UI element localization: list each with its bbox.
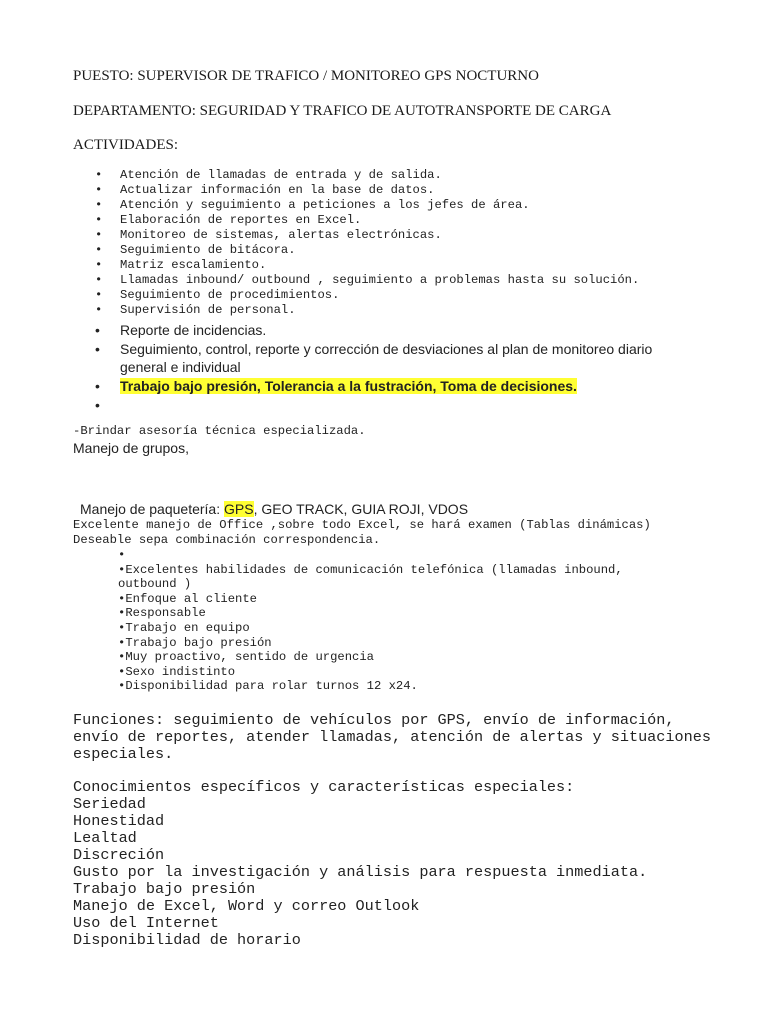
list-item: Honestidad	[73, 812, 165, 830]
list-item: •	[118, 548, 126, 562]
bullet-icon: •	[95, 288, 103, 302]
list-item: • Matriz escalamiento.	[95, 258, 267, 272]
list-item-highlighted	[95, 377, 695, 395]
list-item: •Excelentes habilidades de comunicación telefónica (llamadas inbound, outbound )	[118, 562, 623, 592]
list-item: • Llamadas inbound/ outbound , seguimiento a problemas hasta su solución.	[95, 273, 640, 287]
list-item: •Sexo indistinto	[118, 664, 236, 679]
list-item: • Seguimiento, control, reporte y corrección de desviaciones al plan de monitoreo diario general e individual	[95, 341, 653, 375]
list-item: • Reporte de incidencias.	[95, 322, 267, 338]
paqueteria-line: Manejo de paquetería: GPS, GEO TRACK, GUIA ROJI, VDOS	[80, 501, 469, 517]
list-item-empty	[95, 396, 695, 414]
list-item: •Muy proactivo, sentido de urgencia	[118, 650, 374, 665]
job-title: PUESTO: SUPERVISOR DE TRAFICO / MONITOREO GPS NOCTURNO	[73, 68, 539, 84]
list-item: •Responsable	[118, 606, 206, 621]
list-item: Discreción	[73, 846, 165, 864]
bullet-icon: •	[95, 273, 103, 287]
funciones-paragraph: Funciones: seguimiento de vehículos por GPS, envío de información, envío de reportes, atender llamadas, atención de alertas y situaciones especiales.	[73, 711, 711, 763]
bullet-icon: •	[95, 378, 100, 394]
bullet-icon: •	[95, 303, 103, 317]
bullet-icon: •	[95, 183, 103, 197]
bullet-icon: •	[95, 213, 103, 227]
list-item: Manejo de Excel, Word y correo Outlook	[73, 897, 420, 915]
list-item: Seriedad	[73, 795, 146, 813]
gps-highlight: GPS	[224, 501, 254, 517]
office-line: Excelente manejo de Office ,sobre todo Excel, se hará examen (Tablas dinámicas)	[73, 518, 651, 532]
combinacion-line: Deseable sepa combinación correspondencia.	[73, 533, 381, 547]
bullet-icon: •	[95, 243, 103, 257]
highlighted-text: Trabajo bajo presión, Tolerancia a la fustración, Toma de decisiones.	[120, 378, 577, 394]
list-item: Uso del Internet	[73, 914, 219, 932]
list-item: •Disponibilidad para rolar turnos 12 x24.	[118, 679, 418, 694]
list-item: Lealtad	[73, 829, 137, 847]
manejo-grupos-line: Manejo de grupos,	[73, 440, 189, 456]
asesoria-line: -Brindar asesoría técnica especializada.	[73, 424, 366, 438]
conocimientos-title: Conocimientos específicos y características especiales:	[73, 778, 575, 796]
bullet-icon: •	[95, 168, 103, 182]
activities-list	[95, 168, 695, 414]
list-item: Gusto por la investigación y análisis para respuesta inmediata.	[73, 863, 648, 881]
list-item: •Trabajo bajo presión	[118, 635, 272, 650]
list-item: • Elaboración de reportes en Excel.	[95, 213, 362, 227]
list-item: • Atención y seguimiento a peticiones a los jefes de área.	[95, 198, 530, 212]
bullet-icon: •	[95, 228, 103, 242]
list-item: • Supervisión de personal.	[95, 303, 296, 317]
list-item: • Actualizar información en la base de datos.	[95, 183, 435, 197]
bullet-icon: •	[95, 322, 100, 338]
skills-list	[118, 548, 678, 694]
list-item: • Seguimiento de procedimientos.	[95, 288, 340, 302]
bullet-icon: •	[95, 397, 100, 413]
list-item: Disponibilidad de horario	[73, 931, 301, 949]
activities-heading: ACTIVIDADES:	[73, 137, 178, 153]
conocimientos-section	[73, 779, 723, 949]
bullet-icon: •	[95, 198, 103, 212]
list-item: • Atención de llamadas de entrada y de salida.	[95, 168, 442, 182]
department: DEPARTAMENTO: SEGURIDAD Y TRAFICO DE AUTOTRANSPORTE DE CARGA	[73, 103, 612, 119]
list-item: • Seguimiento de bitácora.	[95, 243, 296, 257]
list-item: •Trabajo en equipo	[118, 620, 250, 635]
bullet-icon: •	[95, 341, 100, 357]
bullet-icon: •	[95, 258, 103, 272]
list-item: •Enfoque al cliente	[118, 591, 257, 606]
list-item: Trabajo bajo presión	[73, 880, 256, 898]
list-item: • Monitoreo de sistemas, alertas electrónicas.	[95, 228, 442, 242]
